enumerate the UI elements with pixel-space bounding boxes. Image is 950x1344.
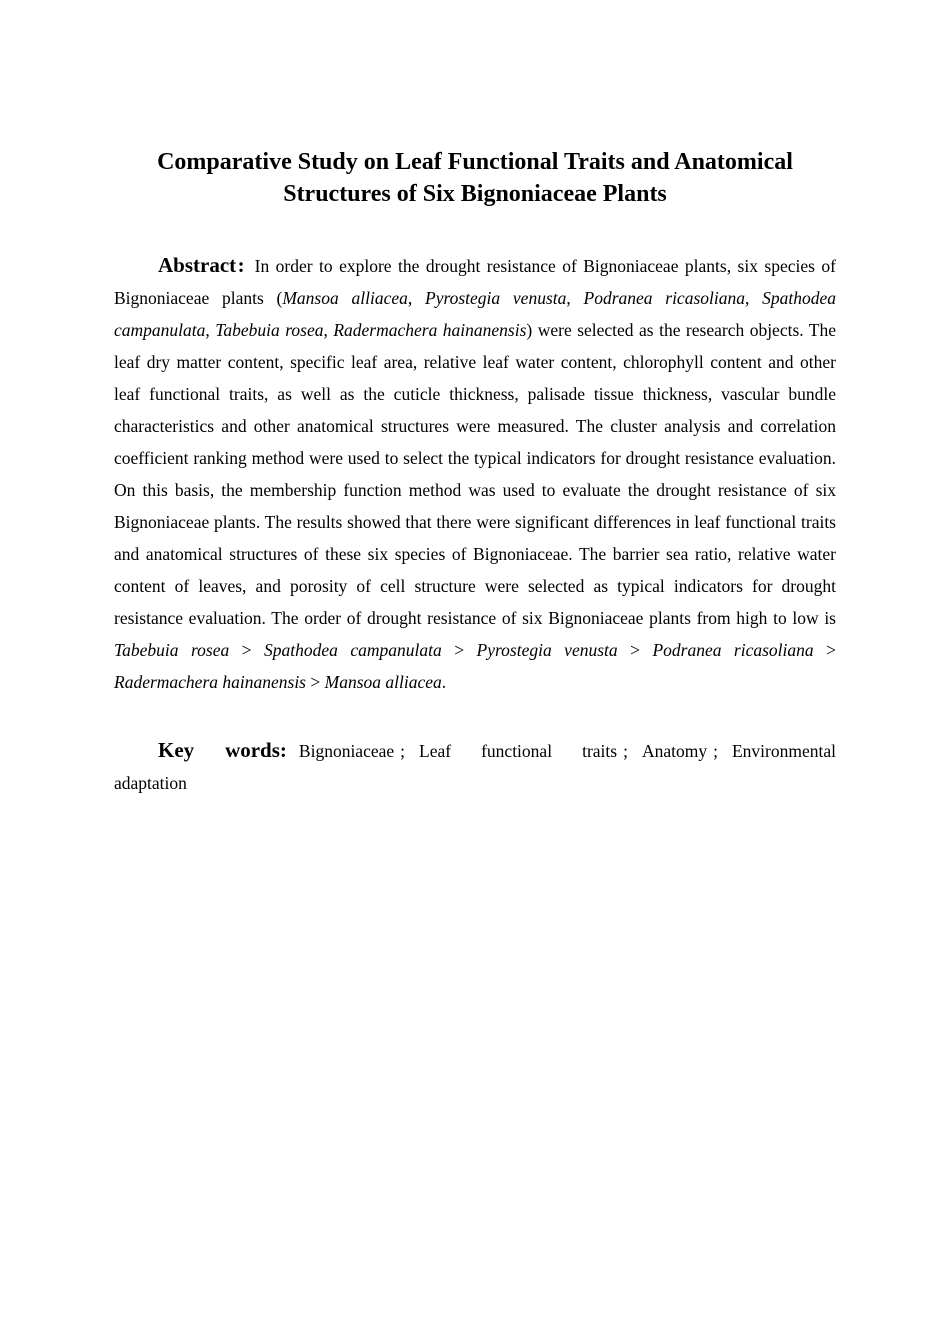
species-name: Radermachera hainanensis: [333, 320, 527, 340]
keywords-paragraph: [114, 734, 836, 799]
ranking-species: Mansoa alliacea: [324, 672, 442, 692]
ranking-species: Radermachera hainanensis: [114, 672, 306, 692]
ranking-species: Tabebuia rosea: [114, 640, 230, 660]
keywords-label: Key words:: [158, 738, 287, 762]
species-name: Podranea ricasoliana: [583, 288, 745, 308]
species-name: Mansoa alliacea: [282, 288, 408, 308]
abstract-text: ) were selected as the research objects. The leaf dry matter content, specific leaf area, relative leaf water content, chlorophyll content and other leaf functional traits, as well as the cuticle thickness, palisade tissue thickness, vascular bundle characteristics and other anatomical structures were measured. The cluster analysis and correlation coefficient ranking method were used to select the typical indicators for drought resistance evaluation. On this basis, the membership function method was used to evaluate the drought resistance of six Bignoniaceae plants. The results showed that there were significant differences in leaf functional traits and anatomical structures of these six species of Bignoniaceae. The barrier sea ratio, relative water content of leaves, and porosity of cell structure were selected as typical indicators for drought resistance evaluation. The order of drought resistance of six Bignoniaceae plants from high to low is: [114, 320, 837, 628]
species-name: Pyrostegia venusta: [425, 288, 567, 308]
abstract-end: .: [441, 672, 447, 692]
paper-page: [114, 146, 836, 799]
ranking-species: Pyrostegia venusta: [476, 640, 618, 660]
ranking-separator: >: [229, 640, 265, 660]
keyword: Environmental adaptation: [114, 741, 836, 793]
keyword-separator: ;: [623, 741, 628, 761]
keyword: Bignoniaceae: [298, 741, 395, 761]
species-name: Tabebuia rosea: [215, 320, 324, 340]
abstract-text: ,: [745, 288, 763, 308]
title-line-1: Comparative Study on Leaf Functional Traits and Anatomical: [157, 149, 793, 175]
keyword: Leaf functional traits: [419, 741, 618, 761]
abstract-text: In order to explore the drought resistance of Bignoniaceae plants, six species of Bignoniaceae plants (: [114, 256, 836, 308]
keyword: Anatomy: [641, 741, 708, 761]
abstract-text: ,: [407, 288, 425, 308]
keyword-separator: ;: [400, 741, 406, 761]
abstract-text: ,: [566, 288, 584, 308]
ranking-separator: >: [306, 672, 325, 692]
abstract-label: Abstract: [158, 253, 237, 277]
abstract-paragraph: [114, 249, 836, 698]
keyword-separator: ;: [713, 741, 718, 761]
title-line-2: Structures of Six Bignoniaceae Plants: [283, 181, 667, 207]
abstract-text: ,: [205, 320, 216, 340]
paper-title: [114, 146, 836, 210]
ranking-separator: >: [813, 640, 836, 660]
abstract-colon: :: [237, 253, 245, 277]
ranking-species: Spathodea campanulata: [264, 640, 442, 660]
ranking-species: Podranea ricasoliana: [652, 640, 814, 660]
species-name: Spathodea campanulata: [114, 288, 837, 340]
ranking-separator: >: [617, 640, 653, 660]
ranking-separator: >: [441, 640, 477, 660]
abstract-text: ,: [323, 320, 334, 340]
